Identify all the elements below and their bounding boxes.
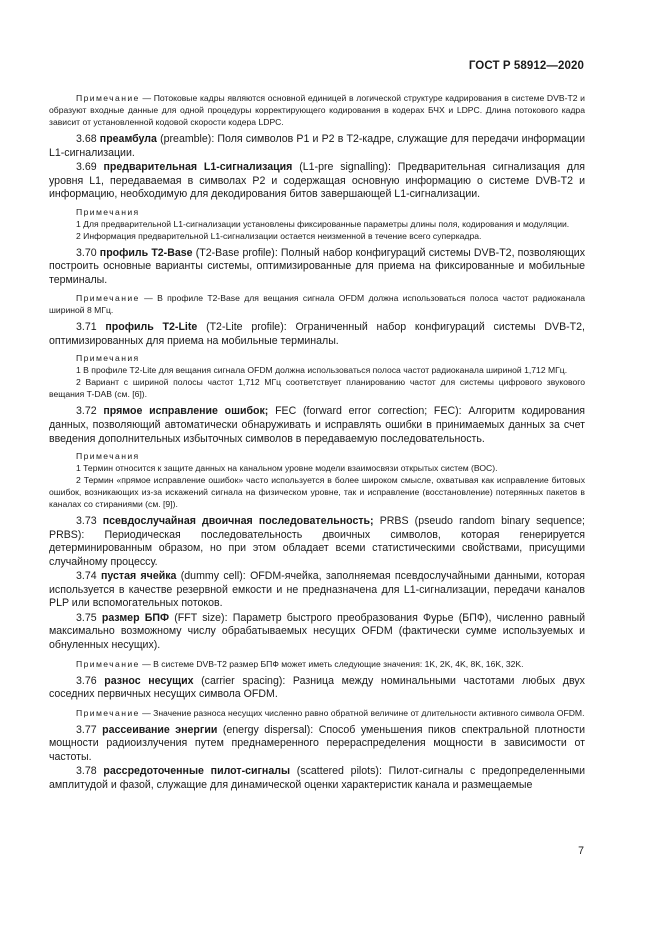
term-definition — [49, 515, 585, 569]
note-text: Потоковые кадры являются основной единицей в логической структуре кадрирования в системе DVB-T2 и образуют входные данные для одной процедуры корректирующего кодирования в кодерах БЧХ и LDPC. Длина потокового кадра зависит от установленной кодовой скорости кодера LDPC. — [49, 93, 585, 127]
note-dash: — — [142, 93, 152, 103]
note-dash: — — [144, 293, 153, 304]
term-definition — [49, 675, 585, 702]
term-name: размер БПФ — [101, 611, 170, 624]
term-name: псевдослучайная двоичная последовательность; — [102, 515, 374, 528]
note-label: Примечание — [76, 93, 140, 103]
term-name: предварительная L1-сигнализация — [103, 161, 293, 174]
term-definition — [49, 161, 585, 202]
term-text: (preamble): Поля символов P1 и P2 в Т2-кадре, служащие для передачи информации L1-сигнализации. — [49, 133, 585, 159]
notes-heading: Примечания — [76, 206, 140, 217]
term-number: 3.68 — [76, 133, 97, 145]
term-number: 3.71 — [76, 321, 97, 334]
term-number: 3.73 — [76, 515, 97, 528]
note-item: 1 Термин относится к защите данных на канальном уровне модели взаимосвязи открытых систем (ВОС). — [76, 463, 498, 474]
note-text: В профиле T2-Base для вещания сигнала OFDM должна использоваться полоса частот радиоканала шириной 8 МГц. — [49, 293, 585, 316]
term-text: (L1-pre signalling): Предварительная сигнализация для уровня L1, передаваемая в символах P2 и содержащая основную информацию о системе DVB-T2 и информацию, необходимую для декодирования битов завершающей L1-сигнализации. — [49, 161, 585, 201]
term-definition — [49, 405, 585, 446]
document-body — [49, 92, 585, 792]
note-item: 2 Информация предварительной L1-сигнализации остается неизменной в течение всего суперкадра. — [76, 230, 482, 241]
term-text: (T2-Lite profile): Ограниченный набор конфигураций системы DVB-T2, оптимизированных для приема на мобильные терминалы. — [49, 321, 585, 347]
term-text: (energy dispersal): Способ уменьшения пиков спектральной плотности мощности радиоизлучения путем преднамеренного перераспределения мощности в зависимости от частоты. — [49, 723, 585, 763]
note-label: Примечание — [76, 293, 140, 304]
term-definition — [49, 765, 585, 792]
term-number: 3.69 — [76, 161, 97, 174]
note-item: 2 Вариант с шириной полосы частот 1,712 МГц соответствует планированию частот для системы цифрового звукового вещания T-DAB (см. [6]). — [49, 377, 585, 400]
term-text: (carrier spacing): Разница между номинальными частотами любых двух соседних первичных несущих символа OFDM. — [49, 674, 585, 701]
note-paragraph — [49, 92, 585, 128]
note-dash: — — [142, 707, 151, 718]
note-label: Примечание — [76, 658, 140, 669]
term-number: 3.75 — [76, 611, 97, 624]
term-number: 3.76 — [76, 674, 97, 687]
notes-heading: Примечания — [76, 353, 140, 364]
term-definition — [49, 321, 585, 348]
term-number: 3.72 — [76, 405, 97, 418]
note-paragraph — [49, 658, 585, 670]
note-item: 1 В профиле T2-Lite для вещания сигнала OFDM должна использоваться полоса частот радиоканала шириной 1,712 МГц. — [76, 365, 568, 376]
term-name: разнос несущих — [104, 674, 194, 687]
term-definition — [49, 724, 585, 765]
note-text: Значение разноса несущих численно равно обратной величине от длительности активного символа OFDM. — [153, 707, 585, 718]
note-label: Примечание — [76, 707, 140, 718]
notes-heading: Примечания — [76, 451, 140, 462]
note-item: 1 Для предварительной L1-сигнализации установлены фиксированные параметры длины поля, кодирования и модуляции. — [76, 218, 570, 229]
term-name: прямое исправление ошибок; — [103, 405, 269, 418]
term-text: (dummy cell): OFDM-ячейка, заполняемая псевдослучайными данными, которая используется в качестве резервной емкости и не предназначена для L1-сигнализации, передачи каналов PLP или вспомогательных потоков. — [49, 570, 585, 610]
term-definition — [49, 247, 585, 288]
page-number: 7 — [578, 845, 584, 857]
term-definition — [49, 133, 585, 160]
note-text: В системе DVB-T2 размер БПФ может иметь следующие значения: 1K, 2K, 4K, 8K, 16K, 32K. — [153, 658, 524, 669]
term-number: 3.70 — [76, 246, 97, 259]
term-name: рассредоточенные пилот-сигналы — [103, 765, 290, 778]
term-name: профиль T2-Base — [99, 246, 193, 259]
term-text: PRBS (pseudo random binary sequence; PRBS): Периодическая последовательность двоичных символов, которая генерируется детерминированным образом, но при этом обладает всеми статистическими свойствами, присущими случайному процессу. — [49, 515, 585, 568]
standard-header: ГОСТ Р 58912—2020 — [468, 60, 584, 72]
term-name: профиль T2-Lite — [105, 321, 198, 334]
term-text: (FFT size): Параметр быстрого преобразования Фурье (БПФ), численно равный максимально возможному числу обрабатываемых несущих OFDM (фактически сумме используемых и обнуленных несущих). — [49, 611, 585, 652]
term-number: 3.78 — [76, 765, 97, 778]
term-number: 3.77 — [76, 723, 97, 736]
term-definition — [49, 570, 585, 611]
term-name: преамбула — [99, 133, 157, 145]
note-item: 2 Термин «прямое исправление ошибок» часто используется в более широком смысле, охватывая как исправление битовых ошибок, возникающих из-за искажений сигнала на физическом уровне, так и исправление (восстановление) потерянных пакетов в каналах со стираниями (см. [9]). — [49, 475, 585, 510]
note-dash: — — [142, 658, 151, 669]
term-name: рассеивание энергии — [102, 723, 218, 736]
term-number: 3.74 — [76, 570, 97, 583]
term-text: FEC (forward error correction; FEC): Алгоритм кодирования данных, позволяющий автоматически обнаруживать и исправлять ошибки в принимаемых данных за счет введения дополнительных избыточных символов в передаваемую последовательность. — [49, 405, 585, 445]
term-name: пустая ячейка — [100, 570, 177, 583]
note-paragraph — [49, 292, 585, 316]
note-paragraph — [49, 707, 585, 719]
term-text: (T2-Base profile): Полный набор конфигураций системы DVB-T2, позволяющих построить основные варианты системы, оптимизированные для приема на фиксированные и мобильные терминалы. — [49, 246, 585, 286]
term-text: (scattered pilots): Пилот-сигналы с предопределенными амплитудой и фазой, служащие для динамической оценки характеристик канала и размещаемые — [49, 765, 585, 791]
term-definition — [49, 612, 585, 653]
